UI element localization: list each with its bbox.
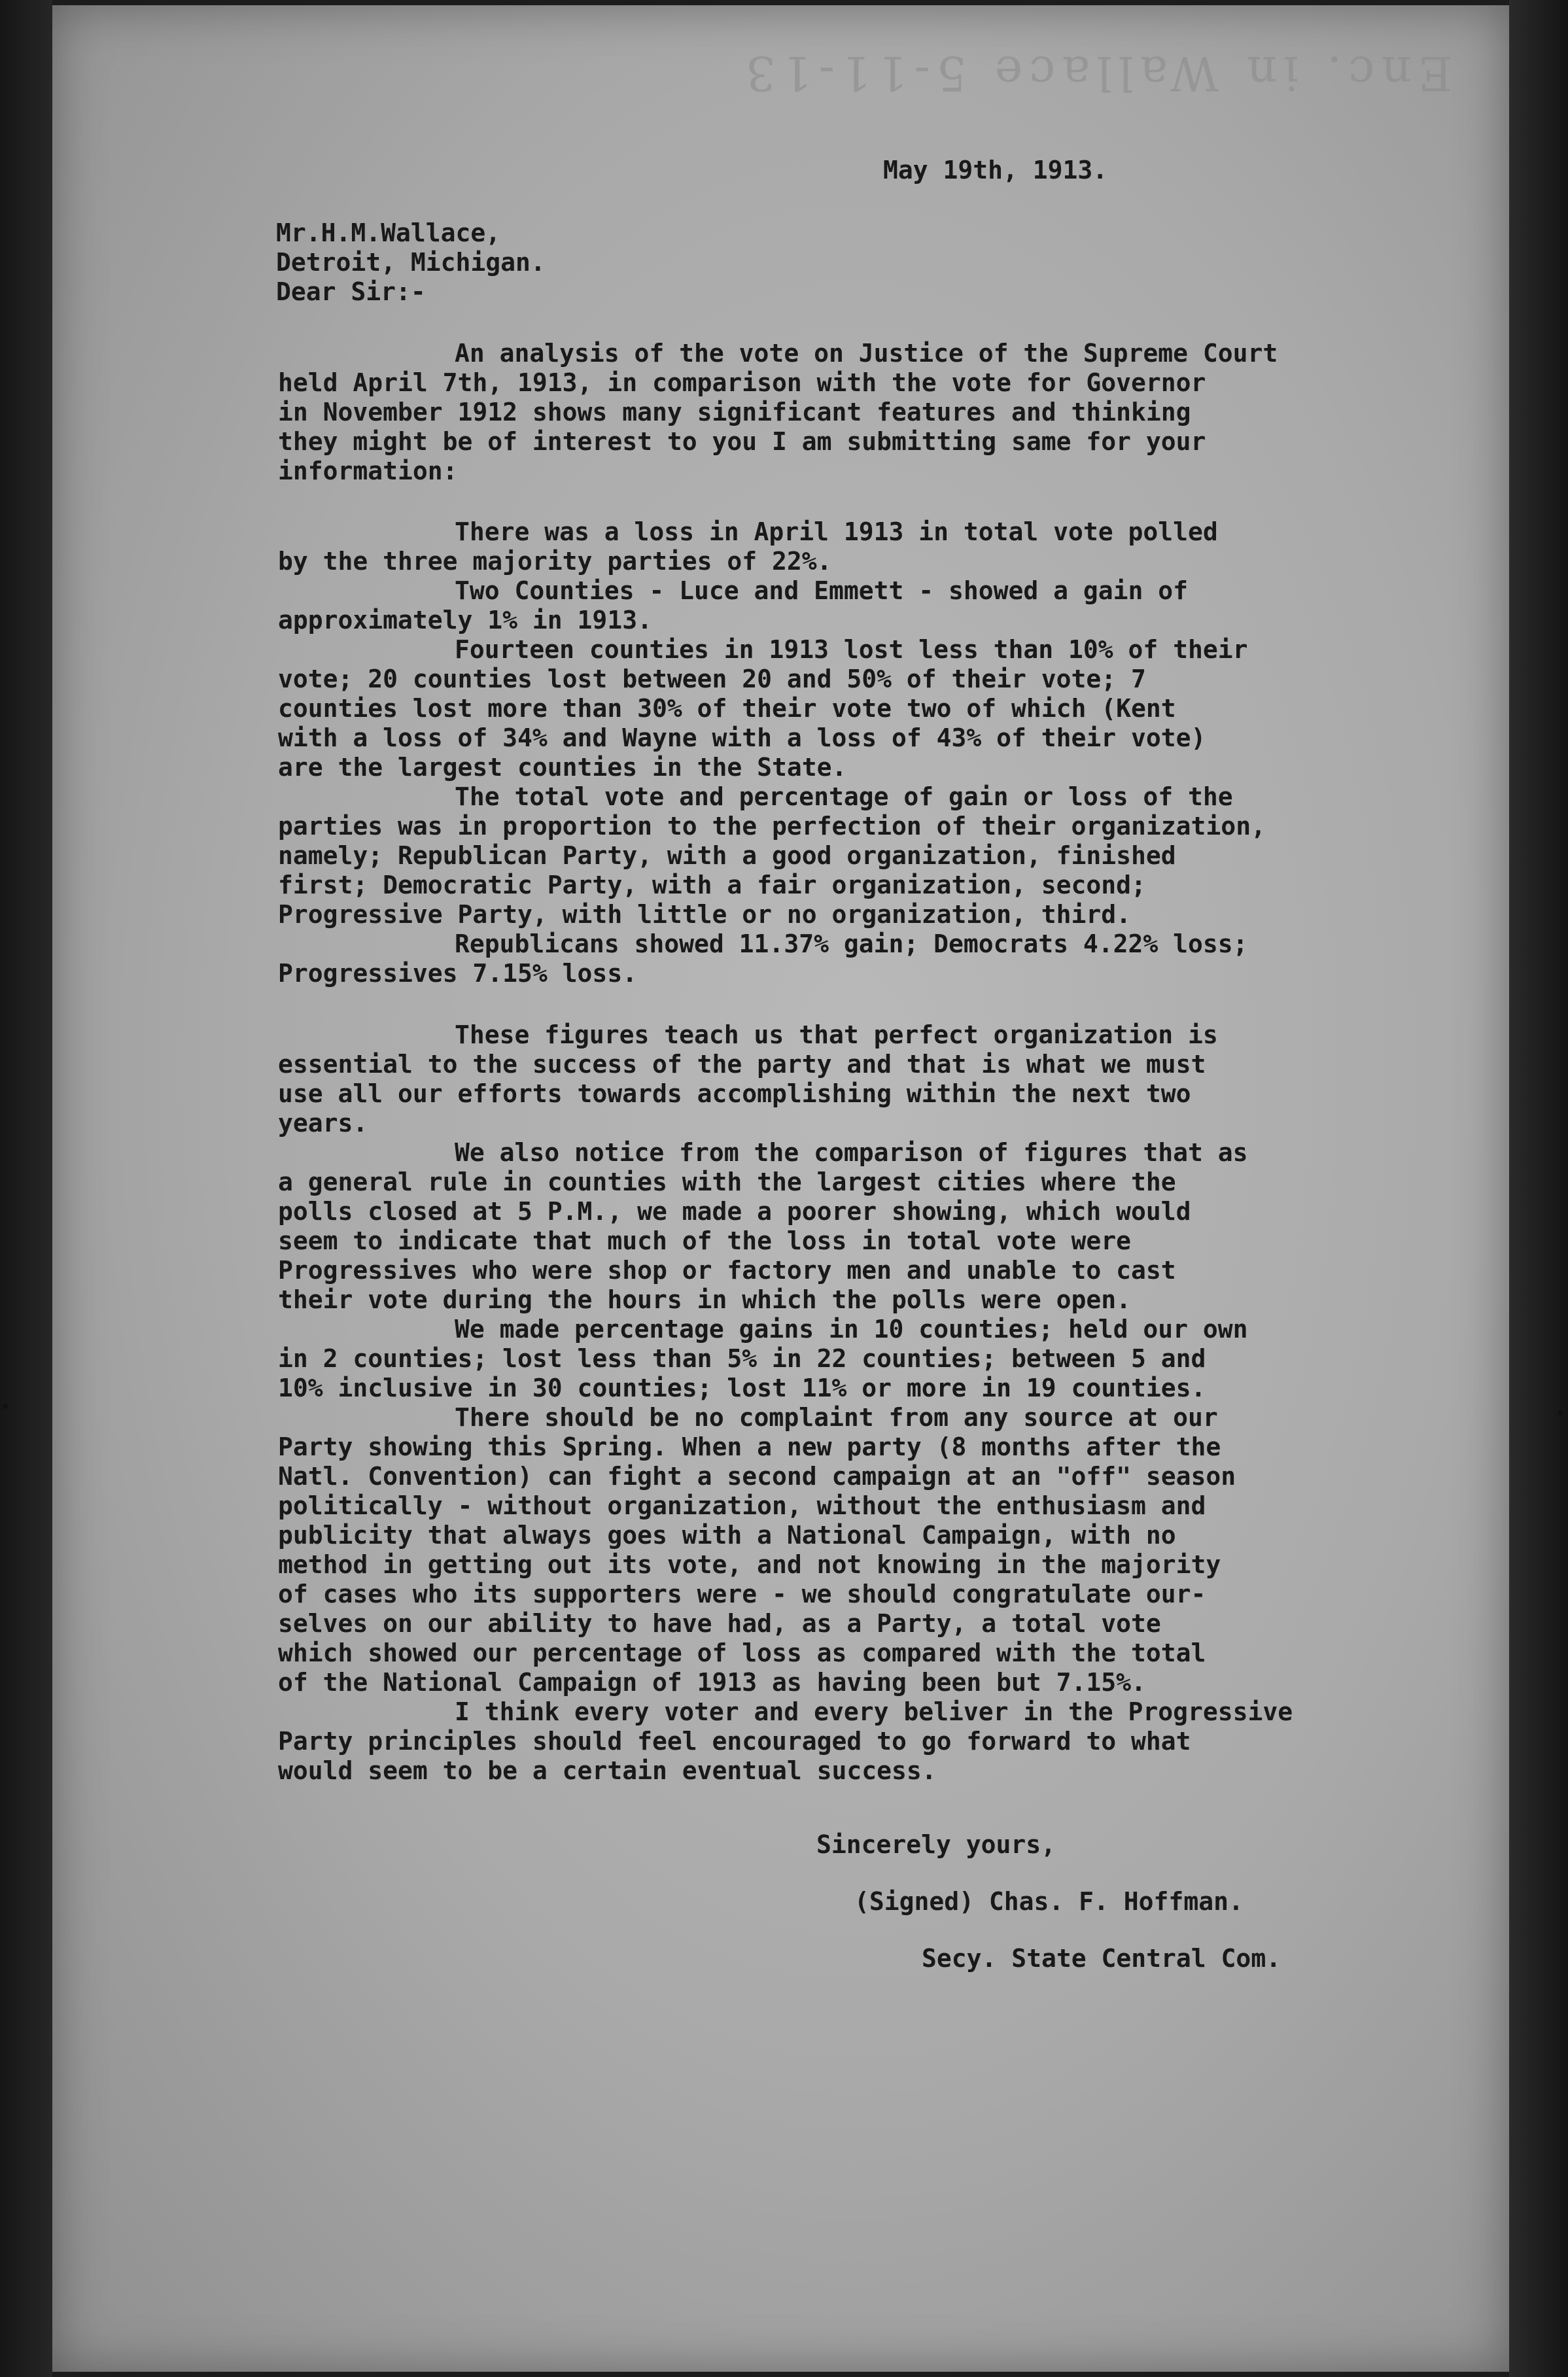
signature: (Signed) Chas. F. Hoffman. [854, 1887, 1244, 1916]
body-line: There should be no complaint from any source at our [455, 1403, 1218, 1432]
body-line: would seem to be a certain eventual success. [278, 1756, 937, 1785]
body-line: namely; Republican Party, with a good organization, finished [278, 841, 1176, 870]
scan-background-left [0, 0, 52, 2377]
body-line: 10% inclusive in 30 counties; lost 11% or more in 19 counties. [278, 1374, 1206, 1402]
body-line: Fourteen counties in 1913 lost less than 10% of their [455, 635, 1248, 664]
handwritten-annotation: Enc. in Wallace 5-11-13 [739, 46, 1453, 101]
body-line: There was a loss in April 1913 in total vote polled [455, 517, 1218, 546]
body-line: publicity that always goes with a National Campaign, with no [278, 1521, 1176, 1550]
body-line: method in getting out its vote, and not knowing in the majority [278, 1550, 1221, 1579]
body-line: of the National Campaign of 1913 as having been but 7.15%. [278, 1668, 1146, 1697]
body-line: Progressives who were shop or factory men and unable to cast [278, 1256, 1176, 1285]
body-line: in 2 counties; lost less than 5% in 22 counties; between 5 and [278, 1344, 1206, 1373]
body-line: a general rule in counties with the largest cities where the [278, 1168, 1176, 1196]
body-line: first; Democratic Party, with a fair organization, second; [278, 871, 1146, 899]
body-line: years. [278, 1109, 368, 1137]
body-line: These figures teach us that perfect organization is [455, 1020, 1218, 1049]
recipient-name: Mr.H.M.Wallace, [276, 218, 501, 247]
body-line: use all our efforts towards accomplishing within the next two [278, 1079, 1191, 1108]
body-line: Progressives 7.15% loss. [278, 959, 638, 988]
body-line: parties was in proportion to the perfection of their organization, [278, 812, 1266, 841]
body-line: An analysis of the vote on Justice of the Supreme Court [455, 339, 1278, 368]
body-line: Republicans showed 11.37% gain; Democrats 4.22% loss; [455, 929, 1248, 958]
recipient-address: Detroit, Michigan. [276, 248, 546, 277]
body-line: they might be of interest to you I am submitting same for your [278, 427, 1206, 456]
salutation: Dear Sir:- [276, 277, 426, 306]
body-line: approximately 1% in 1913. [278, 606, 652, 634]
letter-text [52, 5, 1509, 2372]
body-line: of cases who its supporters were - we should congratulate our- [278, 1580, 1206, 1608]
scan-background-right [1509, 0, 1568, 2377]
body-line: by the three majority parties of 22%. [278, 547, 832, 576]
letter-date: May 19th, 1913. [883, 156, 1108, 184]
body-line: their vote during the hours in which the polls were open. [278, 1285, 1132, 1314]
body-line: We made percentage gains in 10 counties; held our own [455, 1315, 1248, 1344]
body-line: vote; 20 counties lost between 20 and 50% of their vote; 7 [278, 665, 1146, 693]
body-line: information: [278, 457, 458, 485]
body-line: counties lost more than 30% of their vote two of which (Kent [278, 694, 1176, 723]
signer-title: Secy. State Central Com. [922, 1944, 1281, 1973]
body-line: in November 1912 shows many significant features and thinking [278, 398, 1191, 426]
body-line: I think every voter and every beliver in the Progressive [455, 1697, 1293, 1726]
body-line: The total vote and percentage of gain or loss of the [455, 782, 1233, 811]
body-line: Two Counties - Luce and Emmett - showed a gain of [455, 576, 1189, 605]
body-line: with a loss of 34% and Wayne with a loss of 43% of their vote) [278, 723, 1206, 752]
body-line: selves on our ability to have had, as a Party, a total vote [278, 1609, 1161, 1638]
body-line: Natl. Convention) can fight a second campaign at an "off" season [278, 1462, 1236, 1491]
edge-speck-left [3, 1404, 8, 1409]
body-line: which showed our percentage of loss as compared with the total [278, 1639, 1206, 1667]
body-line: We also notice from the comparison of figures that as [455, 1138, 1248, 1167]
body-line: Progressive Party, with little or no organization, third. [278, 900, 1132, 929]
body-line: essential to the success of the party and that is what we must [278, 1050, 1206, 1079]
edge-speck-right [1558, 1410, 1563, 1415]
body-line: Party principles should feel encouraged to go forward to what [278, 1727, 1191, 1756]
body-line: held April 7th, 1913, in comparison with the vote for Governor [278, 368, 1206, 397]
body-line: politically - without organization, without the enthusiasm and [278, 1491, 1206, 1520]
body-line: seem to indicate that much of the loss in total vote were [278, 1226, 1132, 1255]
body-line: polls closed at 5 P.M., we made a poorer showing, which would [278, 1197, 1191, 1226]
body-line: are the largest counties in the State. [278, 753, 847, 782]
body-line: Party showing this Spring. When a new party (8 months after the [278, 1432, 1221, 1461]
closing: Sincerely yours, [816, 1830, 1056, 1859]
letter-page [52, 5, 1509, 2372]
